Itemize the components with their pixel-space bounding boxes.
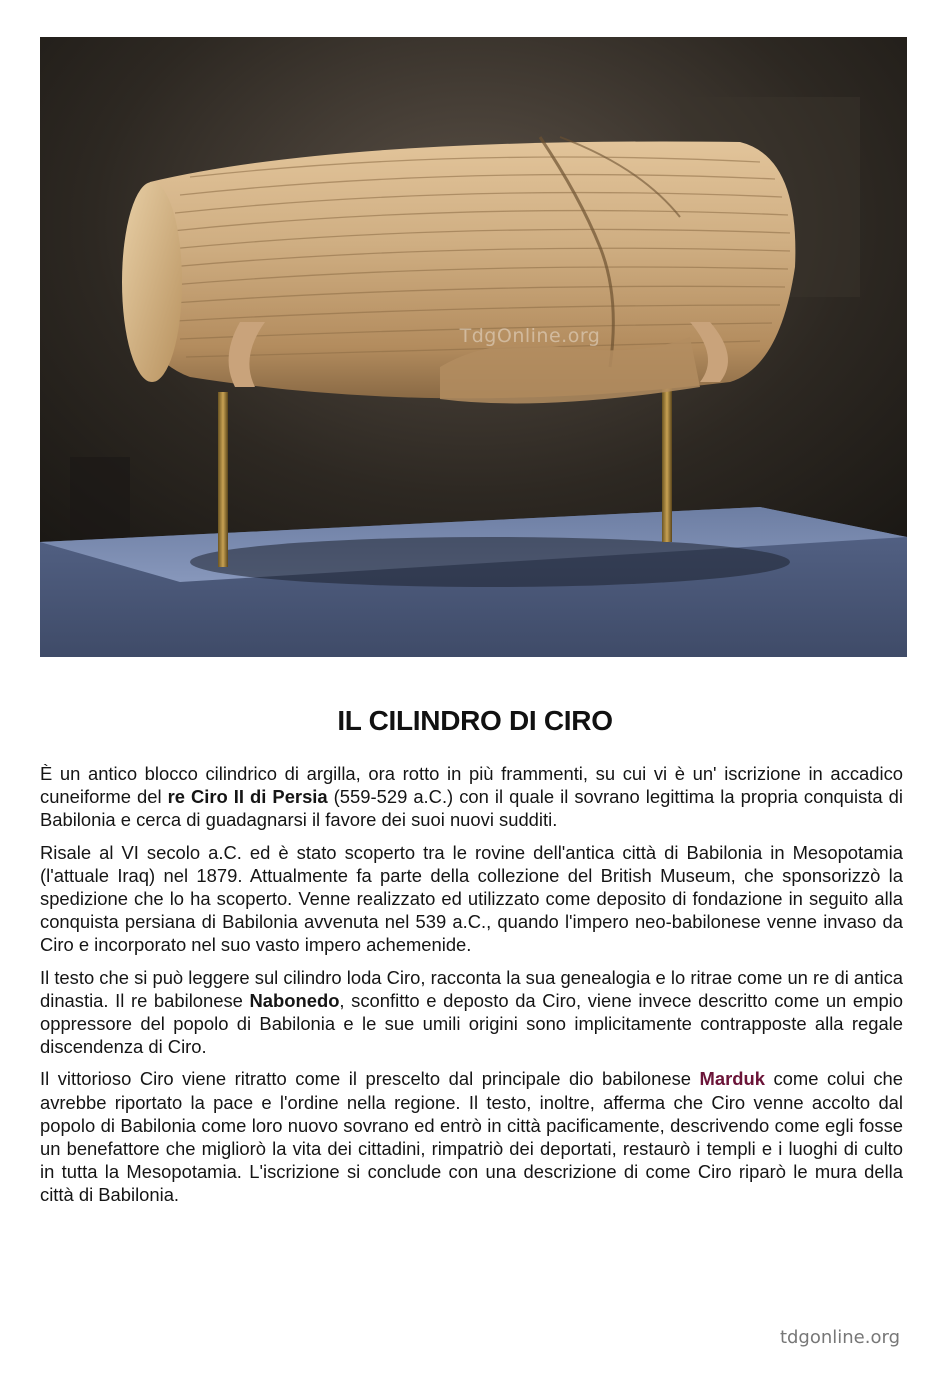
paragraph-1 xyxy=(40,762,903,832)
photo-watermark: TdgOnline.org xyxy=(459,325,601,347)
page-title: IL CILINDRO DI CIRO xyxy=(337,704,613,736)
marduk-highlight: Marduk xyxy=(699,1068,765,1090)
cyrus-cylinder-photo xyxy=(40,37,907,657)
paragraph-4 xyxy=(40,1067,903,1206)
paragraph-4-text-b: come colui che avrebbe riportato la pace e l'ordine nella regione. Il testo, inoltre, afferma che Ciro venne accolto dal popolo di Babilonia come loro nuovo sovrano ed entrò in città pacificamente, descrivendo come egli fosse un benefattore che migliorò la vita dei cittadini, rimpatriò dei deportati, restaurò i templi e i luoghi di culto in tutta la Mesopotamia. L'iscrizione si conclude con una descrizione di come Ciro riparò le mura della città di Babilonia. xyxy=(40,1068,903,1206)
footer-site-name: tdgonline.org xyxy=(779,1327,900,1348)
paragraph-4-text-a: Il vittorioso Ciro viene ritratto come il prescelto dal principale dio babilonese xyxy=(40,1068,700,1090)
stand-rod-left xyxy=(218,392,228,567)
king-cyrus-highlight: re Ciro II di Persia xyxy=(167,786,328,808)
paragraph-3-text-a: Il testo che si può leggere sul cilindro loda Ciro, racconta la sua genealogia e lo ritrae come un re di antica dinastia. Il re babilonese xyxy=(40,966,903,1011)
paragraph-1-text-a: È un antico blocco cilindrico di argilla, ora rotto in più frammenti, su cui vi è un' iscrizione in accadico cuneiforme del xyxy=(40,763,903,808)
paragraph-3-text-b: , sconfitto e deposto da Ciro, viene invece descritto come un empio oppressore del popolo di Babilonia e le sue umili origini sono implicitamente contrapposte alla regale discendenza di Ciro. xyxy=(40,989,903,1058)
cylinder-illustration xyxy=(40,37,907,657)
paragraph-1-text-b: (559-529 a.C.) con il quale il sovrano legittima la propria conquista di Babilonia e cerca di guadagnarsi il favore dei suoi nuovi sudditi. xyxy=(40,786,903,831)
paragraph-2-text: Risale al VI secolo a.C. ed è stato scoperto tra le rovine dell'antica città di Babilonia in Mesopotamia (l'attuale Iraq) nel 1879. Attualmente fa parte della collezione del British Museum, che sponsorizzò la spedizione che lo ha scoperto. Venne realizzato ed utilizzato come deposito di fondazione in seguito alla conquista persiana di Babilonia avvenuta nel 539 a.C., quando l'impero neo-babilonese venne invaso da Ciro e incorporato nel suo vasto impero achemenide. xyxy=(40,841,903,956)
paragraph-2 xyxy=(40,841,903,957)
nabonedo-highlight: Nabonedo xyxy=(249,989,340,1011)
paragraph-3 xyxy=(40,966,903,1059)
stand-rod-right xyxy=(662,382,672,542)
cylinder-end xyxy=(122,182,182,382)
article-body xyxy=(40,762,903,1216)
